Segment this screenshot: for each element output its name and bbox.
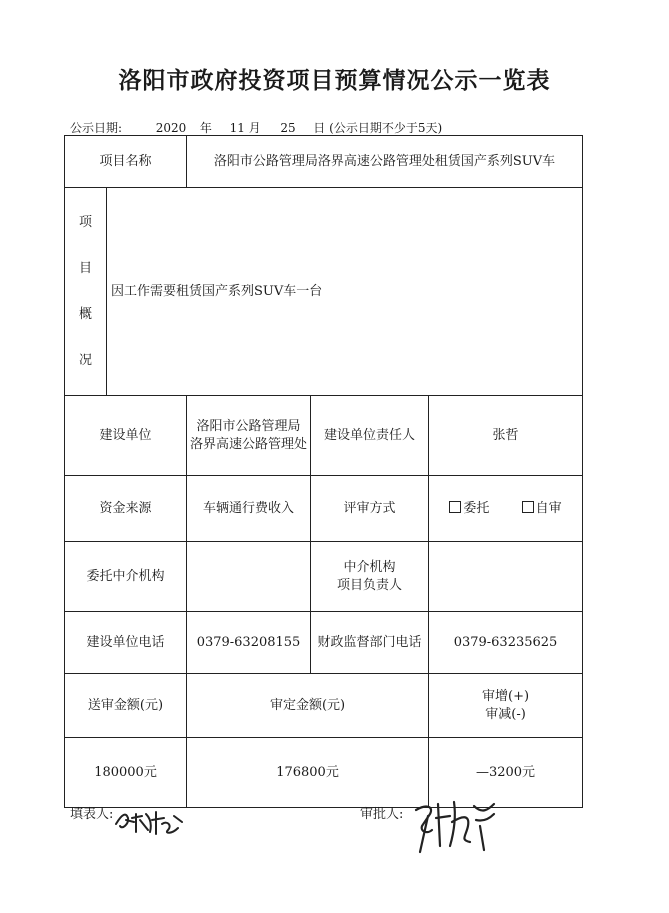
publish-year: 2020 (155, 121, 187, 135)
project-name-label: 项目名称 (65, 136, 187, 188)
builder-value (187, 396, 311, 476)
agency-row (65, 542, 583, 612)
builder-row (65, 396, 583, 476)
page-title: 洛阳市政府投资项目预算情况公示一览表 (118, 68, 551, 94)
builder-value-line2: 洛界高速公路管理处 (190, 436, 308, 452)
approver-signature (410, 796, 500, 856)
fund-source-row (65, 476, 583, 542)
builder-phone-value: 0379-63208155 (187, 612, 311, 674)
publish-day-unit: 日 (313, 121, 326, 135)
change-label-decrease: 审减(-) (485, 706, 526, 722)
checkbox-entrust[interactable] (449, 501, 461, 513)
fund-source-value: 车辆通行费收入 (187, 476, 311, 542)
publish-day: 25 (280, 121, 296, 135)
filler-label: 填表人: (70, 807, 114, 822)
checkbox-self-review[interactable] (522, 501, 534, 513)
amount-header-row (65, 674, 583, 738)
builder-label: 建设单位 (65, 396, 187, 476)
phone-row (65, 612, 583, 674)
approved-amount-value: 176800元 (187, 738, 429, 808)
agency-value (187, 542, 311, 612)
builder-person-value: 张哲 (429, 396, 583, 476)
finance-phone-label: 财政监督部门电话 (311, 612, 429, 674)
submit-amount-value: 180000元 (65, 738, 187, 808)
fund-source-label: 资金来源 (65, 476, 187, 542)
change-label-increase: 审增(+) (482, 688, 530, 704)
review-option-entrust: 委托 (463, 500, 490, 516)
publish-date-note: (公示日期不少于5天) (329, 121, 443, 135)
publish-date-label: 公示日期: (70, 121, 123, 135)
approved-amount-label: 审定金额(元) (187, 674, 429, 738)
agency-person-value (429, 542, 583, 612)
overview-row (65, 188, 583, 396)
overview-label-char: 概 (78, 306, 92, 322)
filler-signature (112, 804, 192, 836)
overview-label-char: 况 (78, 352, 92, 368)
review-option-self: 自审 (535, 500, 562, 516)
agency-label: 委托中介机构 (65, 542, 187, 612)
overview-label-char: 目 (78, 260, 92, 276)
finance-phone-value: 0379-63235625 (429, 612, 583, 674)
change-amount-value: —3200元 (429, 738, 583, 808)
publish-month: 11 (229, 121, 245, 135)
builder-value-line1: 洛阳市公路管理局 (196, 418, 301, 434)
builder-person-label: 建设单位责任人 (311, 396, 429, 476)
change-label (429, 674, 583, 738)
project-name-value: 洛阳市公路管理局洛界高速公路管理处租赁国产系列SUV车 (187, 136, 583, 188)
submit-amount-label: 送审金额(元) (65, 674, 187, 738)
builder-phone-label: 建设单位电话 (65, 612, 187, 674)
review-method-label: 评审方式 (311, 476, 429, 542)
agency-person-label-line2: 项目负责人 (337, 577, 403, 593)
overview-label-char: 项 (78, 214, 92, 230)
agency-person-label-line1: 中介机构 (343, 559, 396, 575)
budget-table (64, 135, 583, 808)
agency-person-label (311, 542, 429, 612)
overview-text: 因工作需要租赁国产系列SUV车一台 (107, 188, 583, 396)
project-name-row (65, 136, 583, 188)
amount-value-row (65, 738, 583, 808)
publish-date-line (70, 119, 442, 136)
publish-year-unit: 年 (199, 121, 212, 135)
overview-label (65, 188, 107, 396)
review-method-options (429, 476, 583, 542)
approver-label: 审批人: (360, 807, 404, 822)
publish-month-unit: 月 (248, 121, 261, 135)
